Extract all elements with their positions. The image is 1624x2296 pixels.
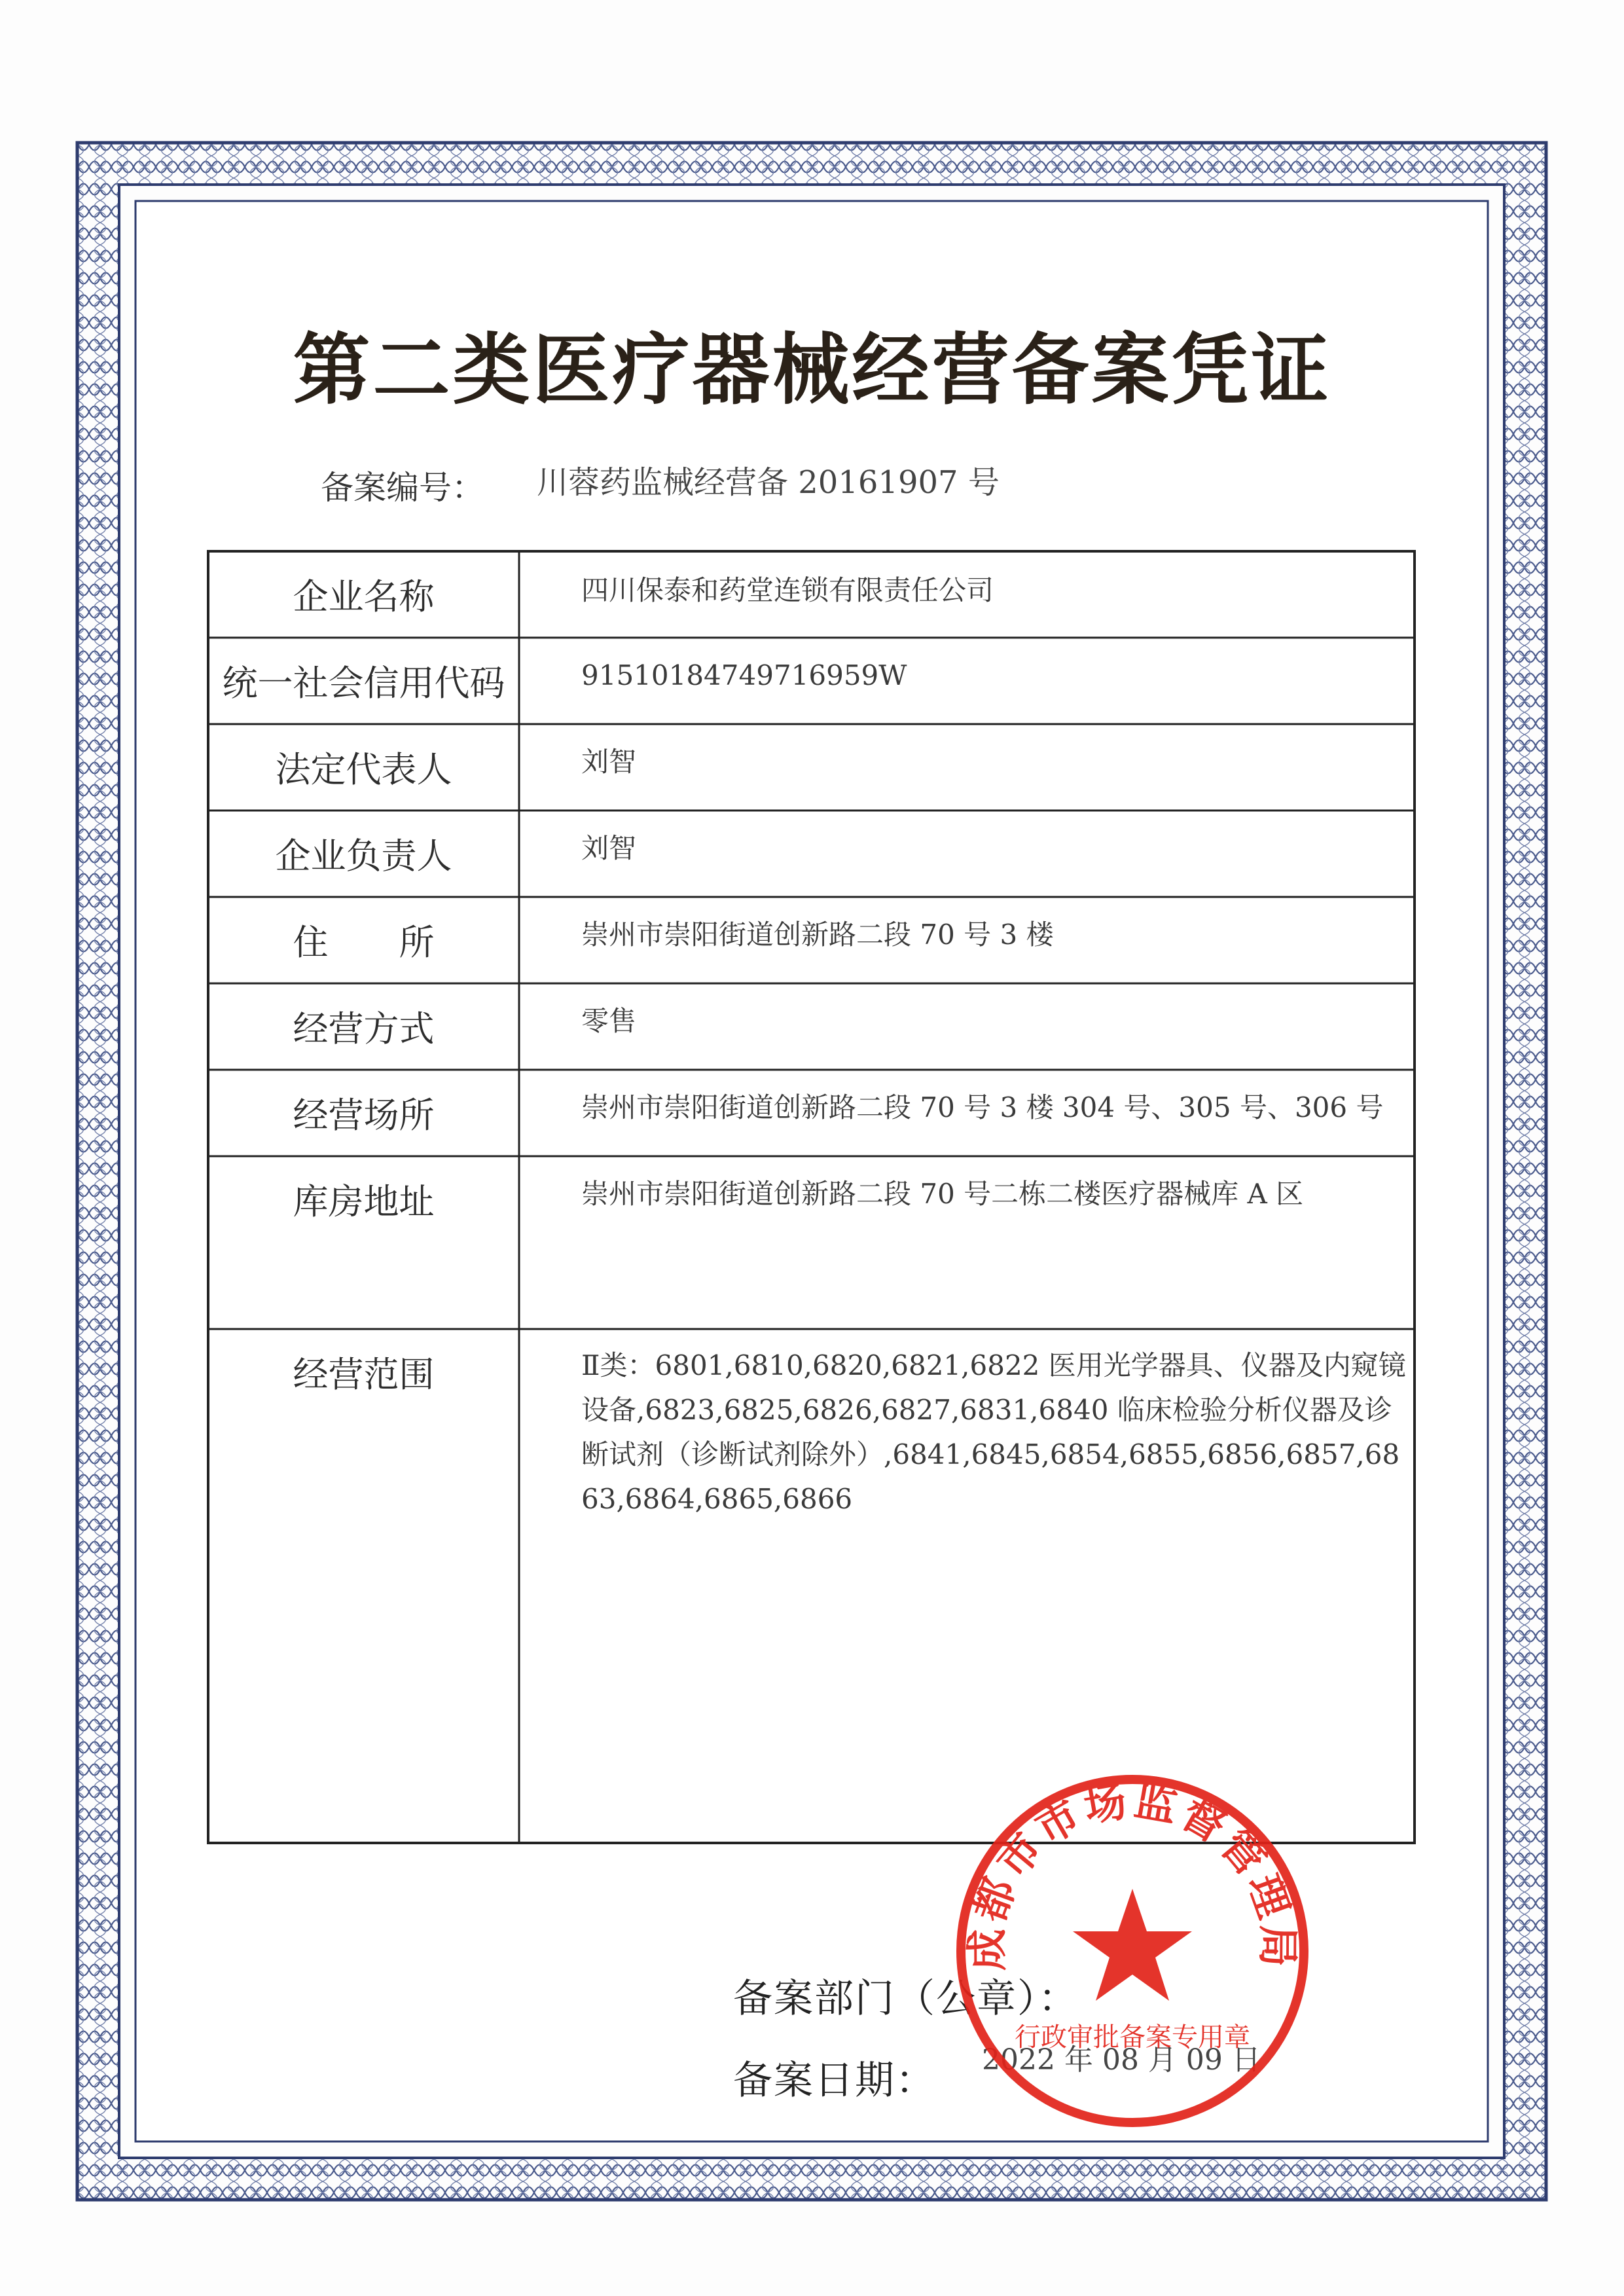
seal-inner-text: 行政审批备案专用章 — [1015, 2022, 1250, 2052]
residence-value: 崇州市崇阳街道创新路二段 70 号 3 楼 — [581, 919, 1054, 951]
business-scope-label: 经营范围 — [293, 1354, 435, 1395]
official-seal — [949, 1768, 1316, 2134]
person-in-charge-value: 刘智 — [581, 832, 637, 864]
person-in-charge-label: 企业负责人 — [275, 835, 452, 877]
registration-number-label: 备案编号： — [321, 469, 484, 507]
company-name-value: 四川保泰和药堂连锁有限责任公司 — [581, 574, 994, 606]
warehouse-address-label: 库房地址 — [293, 1181, 435, 1222]
legal-representative-value: 刘智 — [581, 746, 637, 778]
business-premises-label: 经营场所 — [293, 1095, 435, 1136]
business-premises-value: 崇州市崇阳街道创新路二段 70 号 3 楼 304 号、305 号、306 号 — [581, 1091, 1384, 1123]
certificate-title: 第二类医疗器械经营备案凭证 — [293, 324, 1331, 415]
credit-code-value: 91510184749716959W — [581, 659, 907, 691]
residence-label: 住 所 — [293, 922, 435, 963]
legal-representative-label: 法定代表人 — [275, 749, 452, 790]
warehouse-address-value: 崇州市崇阳街道创新路二段 70 号二栋二楼医疗器械库 A 区 — [581, 1178, 1304, 1210]
seal-star-icon — [1073, 1889, 1192, 2001]
business-mode-label: 经营方式 — [293, 1008, 435, 1049]
business-scope-value: Ⅱ类：6801,6810,6820,6821,6822 医用光学器具、仪器及内窥镜设备,6823,6825,6826,6827,6831,6840 临床检验分析仪器及诊断试剂（诊断试剂除外）,6841,6845,6854,6855,6856,6857,6863,6864,6865,6866 — [581, 1349, 1406, 1515]
seal-outer-text: 成都市市场监督管理局 — [964, 1777, 1301, 1971]
business-mode-value: 零售 — [581, 1005, 637, 1037]
filing-date-value: 2022 年 08 月 09 日 — [982, 2043, 1261, 2077]
credit-code-label: 统一社会信用代码 — [222, 663, 505, 704]
company-name-label: 企业名称 — [293, 576, 435, 617]
filing-date-label: 备案日期： — [733, 2058, 936, 2104]
filing-department-label: 备案部门（公章）： — [733, 1976, 1079, 2022]
registration-number-value: 川蓉药监械经营备 20161907 号 — [537, 464, 1000, 501]
